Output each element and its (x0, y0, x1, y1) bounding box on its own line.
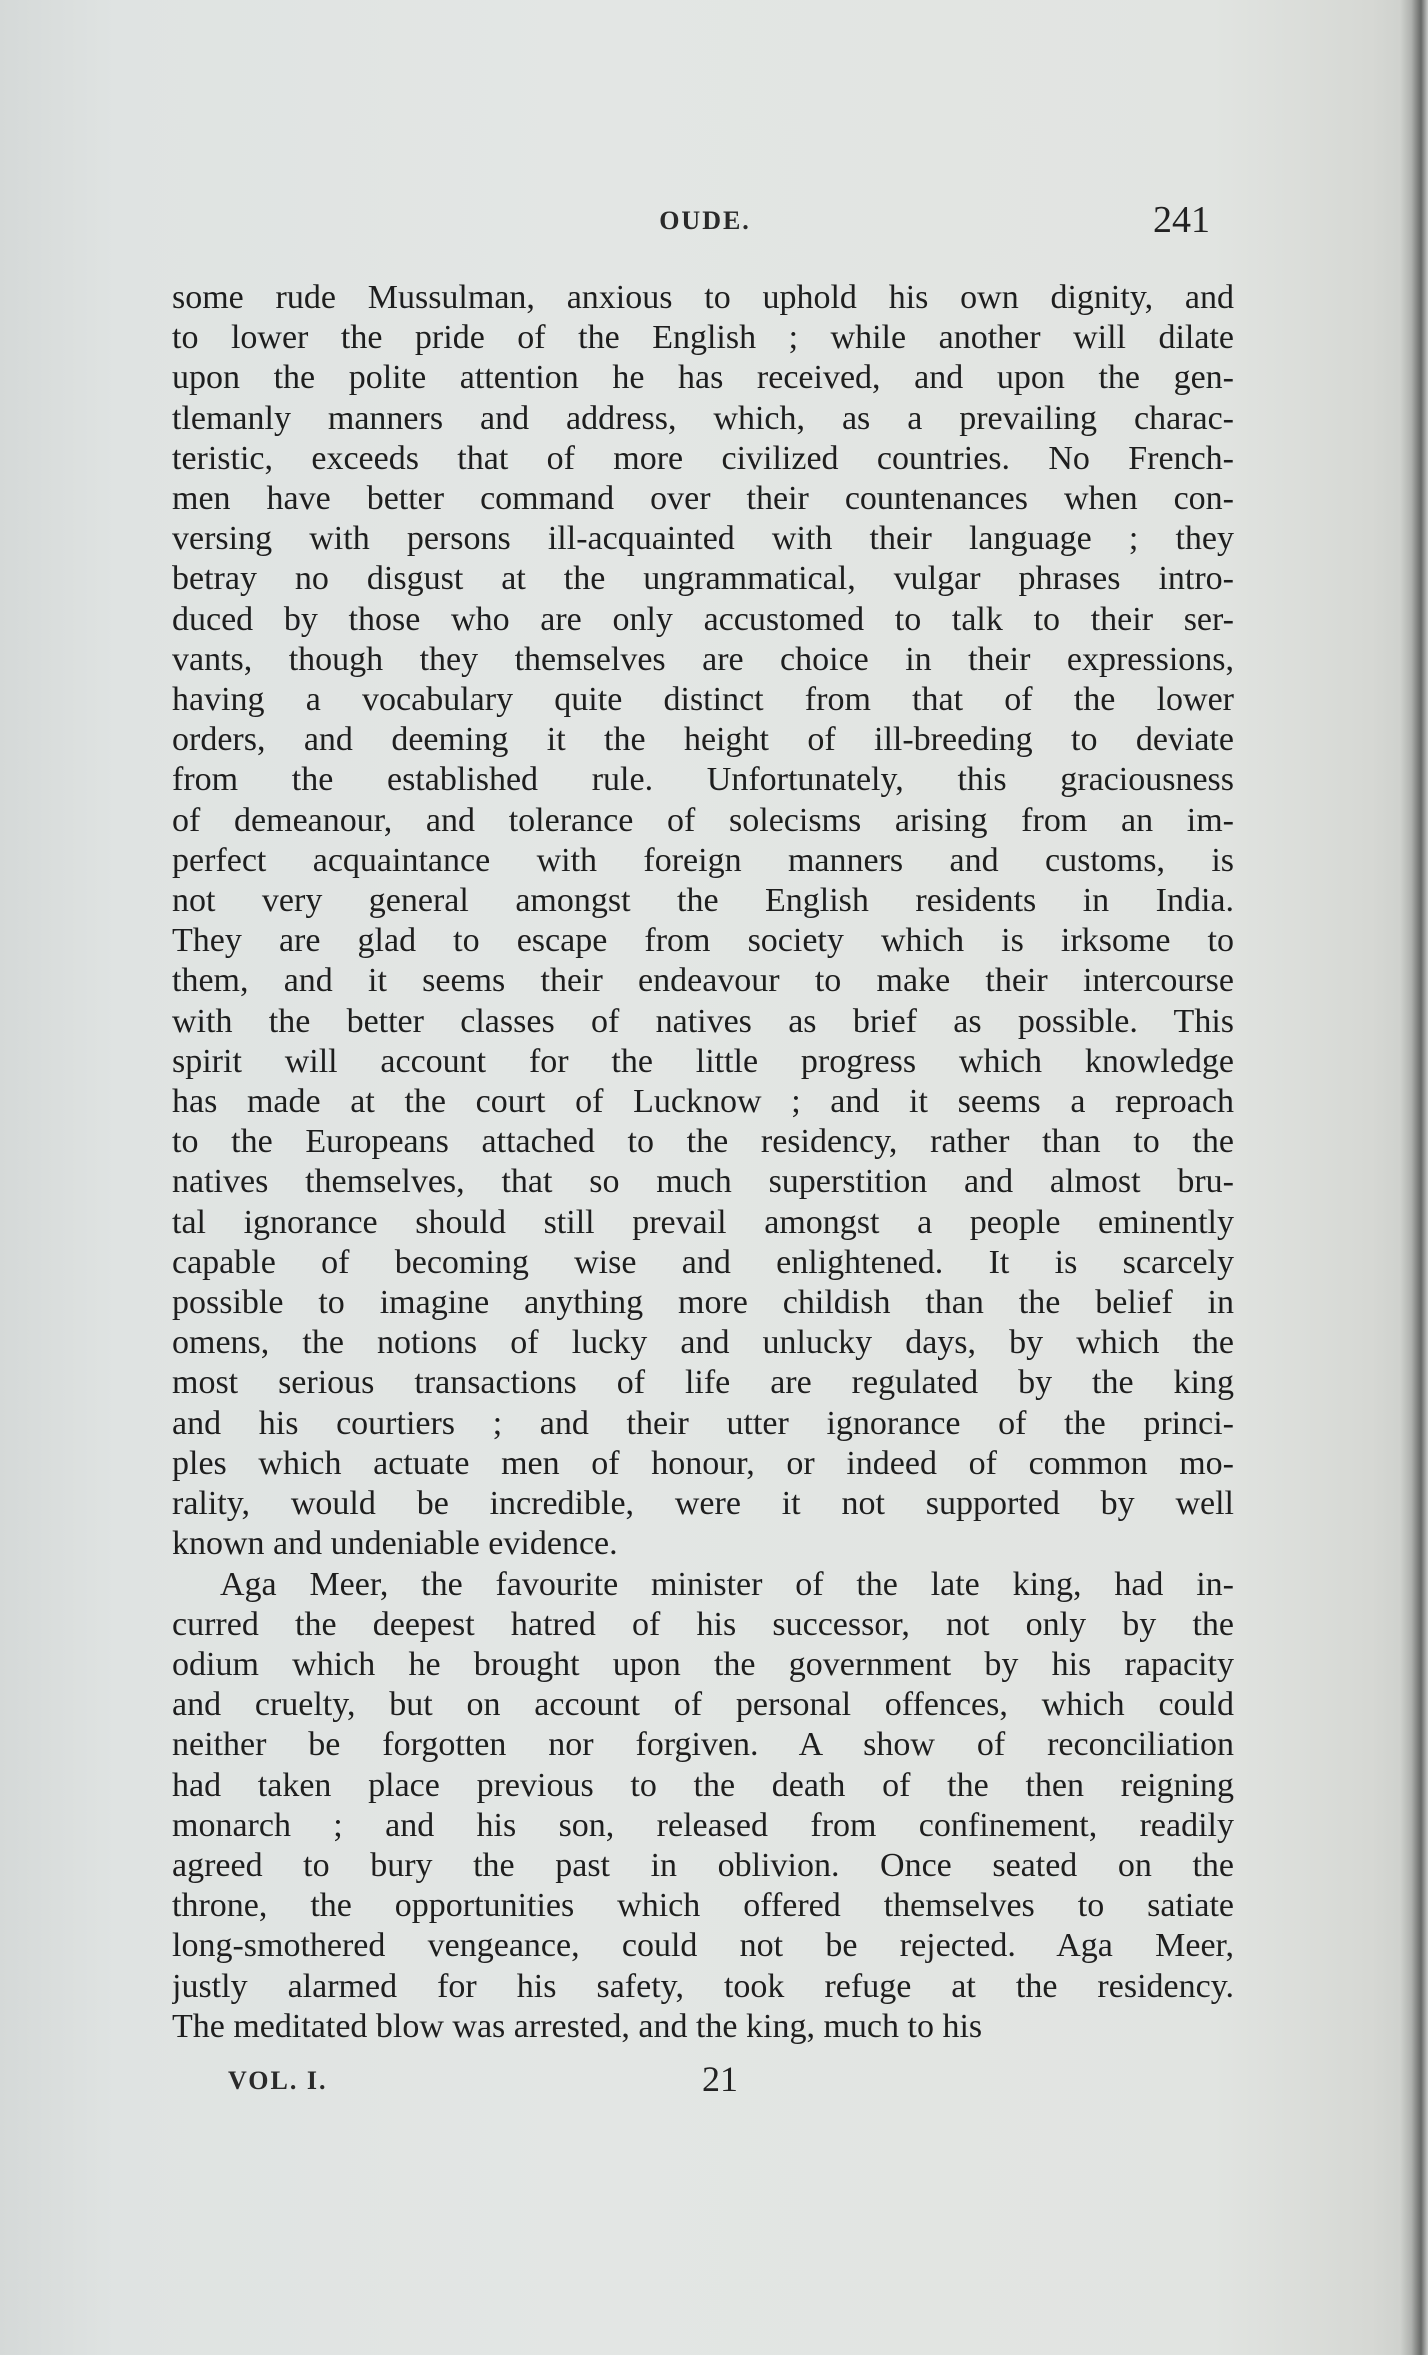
paragraph (172, 1565, 1234, 2047)
text-line: ples which actuate men of honour, or indeed of common mo- (172, 1444, 1234, 1482)
text-line: omens, the notions of lucky and unlucky days, by which the (172, 1324, 1234, 1362)
text-line: some rude Mussulman, anxious to uphold his own dignity, and (172, 279, 1234, 316)
text-line: with the better classes of natives as brief as possible. This (172, 1002, 1234, 1040)
text-line: to the Europeans attached to the residency, rather than to the (172, 1123, 1234, 1161)
text-line: orders, and deeming it the height of ill-breeding to deviate (172, 721, 1234, 759)
text-line: having a vocabulary quite distinct from that of the lower (172, 681, 1234, 719)
text-line: neither be forgotten nor forgiven. A show of reconciliation (172, 1726, 1234, 1764)
text-line: natives themselves, that so much superstition and almost bru- (172, 1163, 1234, 1201)
text-line: spirit will account for the little progress which knowledge (172, 1042, 1234, 1080)
text-line: from the established rule. Unfortunately, this graciousness (172, 761, 1234, 799)
text-line: perfect acquaintance with foreign manners and customs, is (172, 841, 1234, 879)
text-line: known and undeniable evidence. (172, 1525, 618, 1563)
text-line: possible to imagine anything more childish than the belief in (172, 1284, 1234, 1322)
text-line: long-smothered vengeance, could not be rejected. Aga Meer, (172, 1927, 1234, 1965)
text-line: agreed to bury the past in oblivion. Once seated on the (172, 1846, 1234, 1884)
text-line: capable of becoming wise and enlightened. It is scarcely (172, 1243, 1234, 1281)
text-line: tlemanly manners and address, which, as a prevailing charac- (172, 399, 1234, 437)
text-line: them, and it seems their endeavour to make their intercourse (172, 962, 1234, 1000)
text-line: teristic, exceeds that of more civilized countries. No French- (172, 439, 1234, 477)
text-line: throne, the opportunities which offered themselves to satiate (172, 1887, 1234, 1925)
page-edge-shadow (1400, 0, 1428, 2355)
page-header (170, 196, 1240, 256)
page-footer (228, 2058, 1028, 2108)
sheet-number: 21 (702, 2059, 738, 2099)
text-line: men have better command over their countenances when con- (172, 480, 1234, 518)
paragraph (172, 278, 1234, 1565)
text-line: most serious transactions of life are regulated by the king (172, 1364, 1234, 1402)
text-line: duced by those who are only accustomed to talk to their ser- (172, 600, 1234, 638)
text-line: had taken place previous to the death of the then reigning (172, 1766, 1234, 1804)
text-line: odium which he brought upon the government by his rapacity (172, 1645, 1234, 1683)
page-number: 241 (1153, 199, 1210, 241)
text-line: rality, would be incredible, were it not supported by well (172, 1485, 1234, 1523)
text-line: monarch ; and his son, released from confinement, readily (172, 1806, 1234, 1844)
text-line: has made at the court of Lucknow ; and it seems a reproach (172, 1083, 1234, 1121)
text-line: betray no disgust at the ungrammatical, vulgar phrases intro- (172, 560, 1234, 598)
text-line: The meditated blow was arrested, and the king, much to his (172, 2007, 983, 2045)
text-line: Aga Meer, the favourite minister of the late king, had in- (220, 1565, 1234, 1603)
volume-signature: VOL. I. (228, 2066, 328, 2095)
body-text (172, 278, 1234, 2047)
text-line: of demeanour, and tolerance of solecisms arising from an im- (172, 801, 1234, 839)
text-line: tal ignorance should still prevail amongst a people eminently (172, 1203, 1234, 1241)
text-line: to lower the pride of the English ; while another will dilate (172, 319, 1234, 357)
text-line: not very general amongst the English residents in India. (172, 882, 1234, 920)
running-title: OUDE. (659, 206, 751, 235)
text-line: They are glad to escape from society which is irksome to (172, 922, 1234, 960)
text-line: vants, though they themselves are choice in their expressions, (172, 640, 1234, 678)
text-line: and cruelty, but on account of personal offences, which could (172, 1686, 1234, 1724)
text-line: curred the deepest hatred of his successor, not only by the (172, 1605, 1234, 1643)
text-line: justly alarmed for his safety, took refuge at the residency. (172, 1967, 1234, 2005)
text-line: and his courtiers ; and their utter ignorance of the princi- (172, 1404, 1234, 1442)
text-line: upon the polite attention he has received, and upon the gen- (172, 359, 1234, 397)
text-line: versing with persons ill-acquainted with their language ; they (172, 520, 1234, 558)
